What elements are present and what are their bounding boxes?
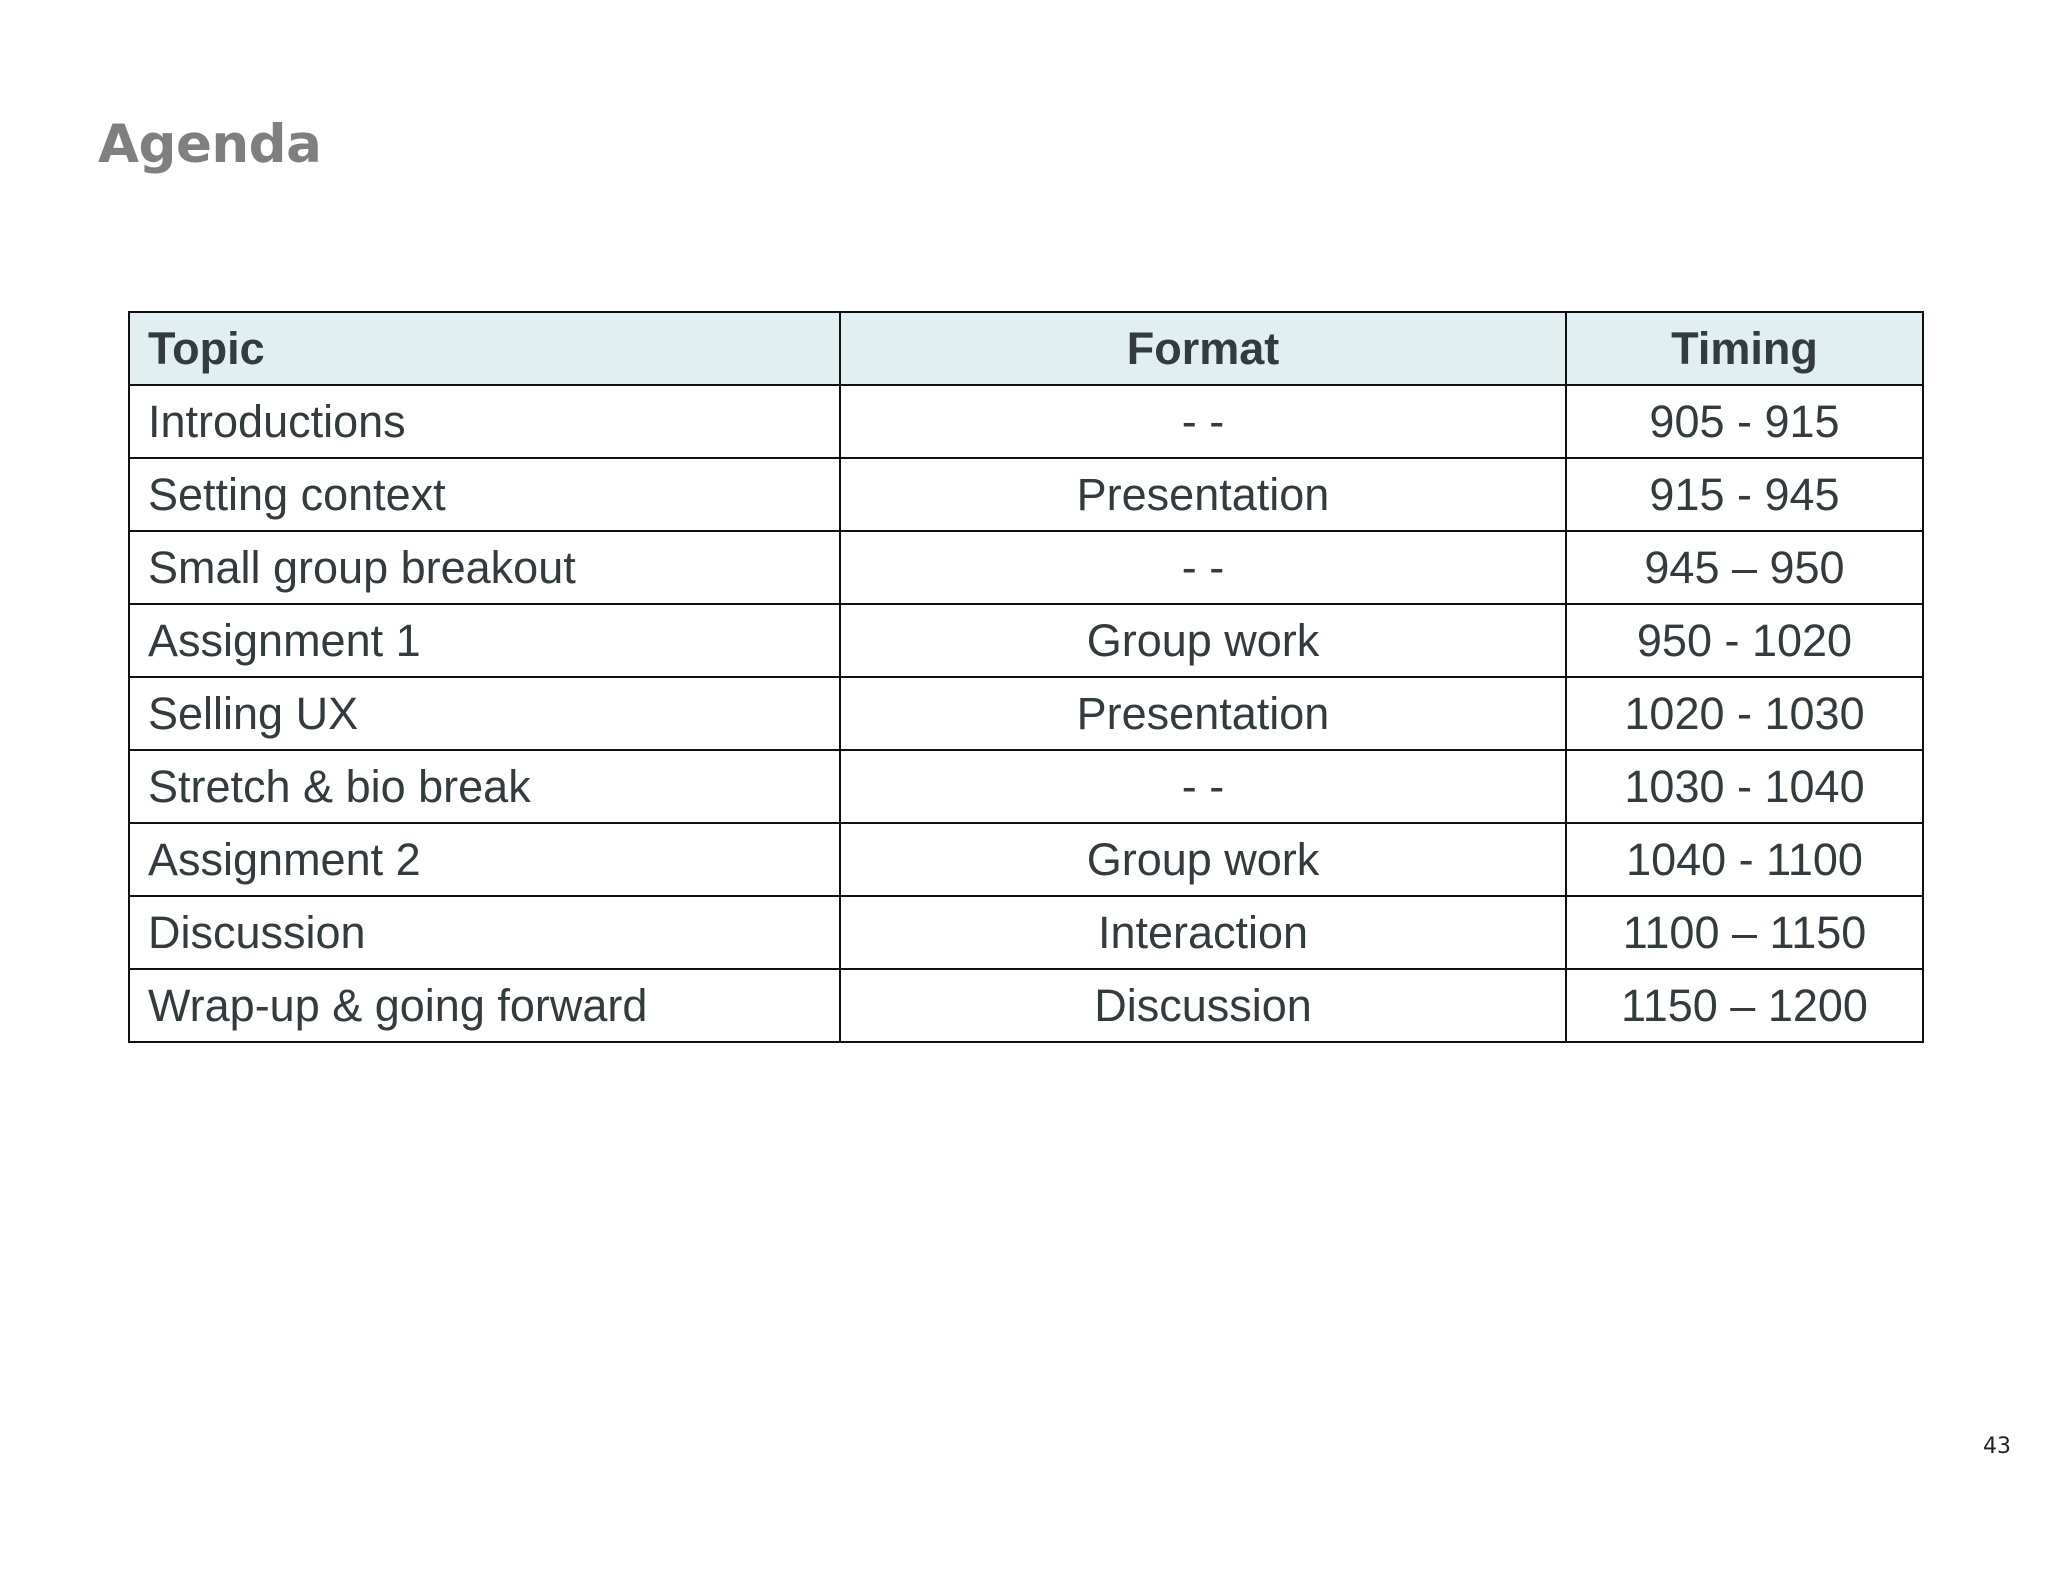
topic-cell: Wrap-up & going forward	[129, 969, 840, 1042]
header-topic: Topic	[129, 312, 840, 385]
table-row	[129, 604, 1923, 677]
table-row	[129, 458, 1923, 531]
format-cell: - -	[840, 531, 1566, 604]
format-cell: Presentation	[840, 458, 1566, 531]
page-number: 43	[1983, 1434, 2011, 1459]
format-cell: Group work	[840, 823, 1566, 896]
timing-cell: 1020 - 1030	[1566, 677, 1923, 750]
format-cell: - -	[840, 385, 1566, 458]
timing-cell: 945 – 950	[1566, 531, 1923, 604]
format-cell: - -	[840, 750, 1566, 823]
format-cell: Group work	[840, 604, 1566, 677]
topic-cell: Small group breakout	[129, 531, 840, 604]
timing-cell: 1150 – 1200	[1566, 969, 1923, 1042]
table-row	[129, 823, 1923, 896]
timing-cell: 1040 - 1100	[1566, 823, 1923, 896]
timing-cell: 1100 – 1150	[1566, 896, 1923, 969]
table-row	[129, 385, 1923, 458]
topic-cell: Assignment 2	[129, 823, 840, 896]
table-row	[129, 677, 1923, 750]
format-cell: Presentation	[840, 677, 1566, 750]
header-format: Format	[840, 312, 1566, 385]
agenda-table	[128, 311, 1924, 1043]
table-row	[129, 896, 1923, 969]
topic-cell: Setting context	[129, 458, 840, 531]
topic-cell: Selling UX	[129, 677, 840, 750]
topic-cell: Assignment 1	[129, 604, 840, 677]
table-header-row	[129, 312, 1923, 385]
timing-cell: 905 - 915	[1566, 385, 1923, 458]
topic-cell: Introductions	[129, 385, 840, 458]
topic-cell: Stretch & bio break	[129, 750, 840, 823]
format-cell: Discussion	[840, 969, 1566, 1042]
table-row	[129, 750, 1923, 823]
table-row	[129, 531, 1923, 604]
timing-cell: 1030 - 1040	[1566, 750, 1923, 823]
page-title: Agenda	[98, 114, 322, 175]
timing-cell: 915 - 945	[1566, 458, 1923, 531]
header-timing: Timing	[1566, 312, 1923, 385]
table-row	[129, 969, 1923, 1042]
format-cell: Interaction	[840, 896, 1566, 969]
topic-cell: Discussion	[129, 896, 840, 969]
timing-cell: 950 - 1020	[1566, 604, 1923, 677]
